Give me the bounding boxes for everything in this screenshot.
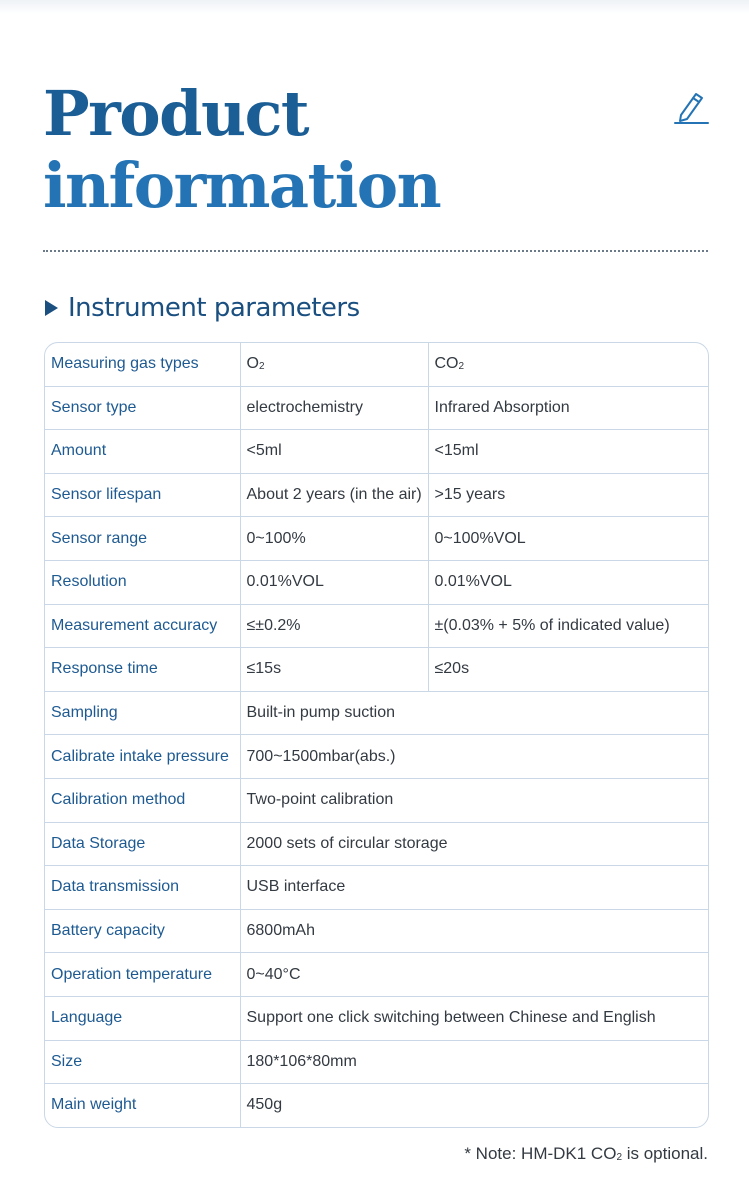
page-title xyxy=(43,78,440,222)
o2-text: O xyxy=(246,355,259,373)
row-label: Measuring gas types xyxy=(45,343,240,386)
table-row xyxy=(45,386,708,430)
value-cell: 6800mAh xyxy=(240,909,708,953)
co2-cell: >15 years xyxy=(428,473,708,517)
value-cell: Support one click switching between Chinese and English xyxy=(240,996,708,1040)
o2-cell xyxy=(240,343,428,386)
row-label: Resolution xyxy=(45,560,240,604)
note-prefix: * Note: HM-DK1 CO xyxy=(464,1144,617,1163)
triangle-right-icon xyxy=(45,300,58,316)
table-row xyxy=(45,473,708,517)
section-header xyxy=(45,290,360,326)
table-row xyxy=(45,517,708,561)
table-row xyxy=(45,778,708,822)
row-label: Data transmission xyxy=(45,866,240,910)
table-row xyxy=(45,691,708,735)
value-cell: 700~1500mbar(abs.) xyxy=(240,735,708,779)
title-line-2: information xyxy=(43,149,441,222)
row-label: Sensor lifespan xyxy=(45,473,240,517)
row-label: Calibrate intake pressure xyxy=(45,735,240,779)
table-row xyxy=(45,909,708,953)
o2-cell: ≤±0.2% xyxy=(240,604,428,648)
parameters-table xyxy=(44,342,709,1128)
row-label: Response time xyxy=(45,648,240,692)
o2-cell: electrochemistry xyxy=(240,386,428,430)
row-label: Calibration method xyxy=(45,778,240,822)
section-title: Instrument parameters xyxy=(68,293,360,323)
co2-cell xyxy=(428,343,708,386)
table-row xyxy=(45,735,708,779)
value-cell: 450g xyxy=(246,1096,283,1114)
co2-cell: ±(0.03% + 5% of indicated value) xyxy=(428,604,708,648)
table-row xyxy=(45,343,708,386)
row-label: Measurement accuracy xyxy=(45,604,240,648)
top-fade xyxy=(0,0,749,14)
table-row xyxy=(45,560,708,604)
value-cell: 0~40°C xyxy=(240,953,708,997)
table-row xyxy=(45,822,708,866)
row-label: Sampling xyxy=(45,691,240,735)
table-row xyxy=(45,648,708,692)
table-row xyxy=(45,953,708,997)
value-cell: Two-point calibration xyxy=(240,778,708,822)
table-row xyxy=(45,1040,708,1084)
row-label: Operation temperature xyxy=(45,953,240,997)
footnote xyxy=(464,1144,708,1164)
row-label: Language xyxy=(45,996,240,1040)
row-label: Size xyxy=(45,1040,240,1084)
table-row xyxy=(45,866,708,910)
o2-subscript: 2 xyxy=(258,361,265,373)
row-label: Battery capacity xyxy=(45,909,240,953)
note-subscript: 2 xyxy=(616,1152,622,1163)
o2-cell: 0~100% xyxy=(240,517,428,561)
value-cell: 2000 sets of circular storage xyxy=(240,822,708,866)
o2-cell: <5ml xyxy=(240,430,428,474)
co2-cell: ≤20s xyxy=(428,648,708,692)
o2-cell: ≤15s xyxy=(240,648,428,692)
table-row xyxy=(45,430,708,474)
table-row xyxy=(45,996,708,1040)
table-row xyxy=(45,1084,708,1127)
row-label: Data Storage xyxy=(45,822,240,866)
table-row xyxy=(45,604,708,648)
title-line-1: Product xyxy=(43,77,308,150)
co2-cell: <15ml xyxy=(428,430,708,474)
o2-cell: About 2 years (in the air) xyxy=(240,473,428,517)
o2-cell: 0.01%VOL xyxy=(240,560,428,604)
pencil-edit-icon[interactable] xyxy=(672,88,710,128)
co2-text: CO xyxy=(434,355,459,373)
co2-cell: Infrared Absorption xyxy=(428,386,708,430)
co2-cell: 0.01%VOL xyxy=(428,560,708,604)
co2-subscript: 2 xyxy=(458,361,465,373)
row-label: Amount xyxy=(45,430,240,474)
value-cell: USB interface xyxy=(240,866,708,910)
co2-cell: 0~100%VOL xyxy=(428,517,708,561)
dotted-divider xyxy=(43,250,708,252)
row-label: Sensor type xyxy=(45,386,240,430)
value-cell: 180*106*80mm xyxy=(240,1040,708,1084)
value-cell: Built-in pump suction xyxy=(240,691,708,735)
row-label: Main weight xyxy=(45,1084,240,1127)
note-suffix: is optional. xyxy=(622,1144,708,1163)
row-label: Sensor range xyxy=(45,517,240,561)
